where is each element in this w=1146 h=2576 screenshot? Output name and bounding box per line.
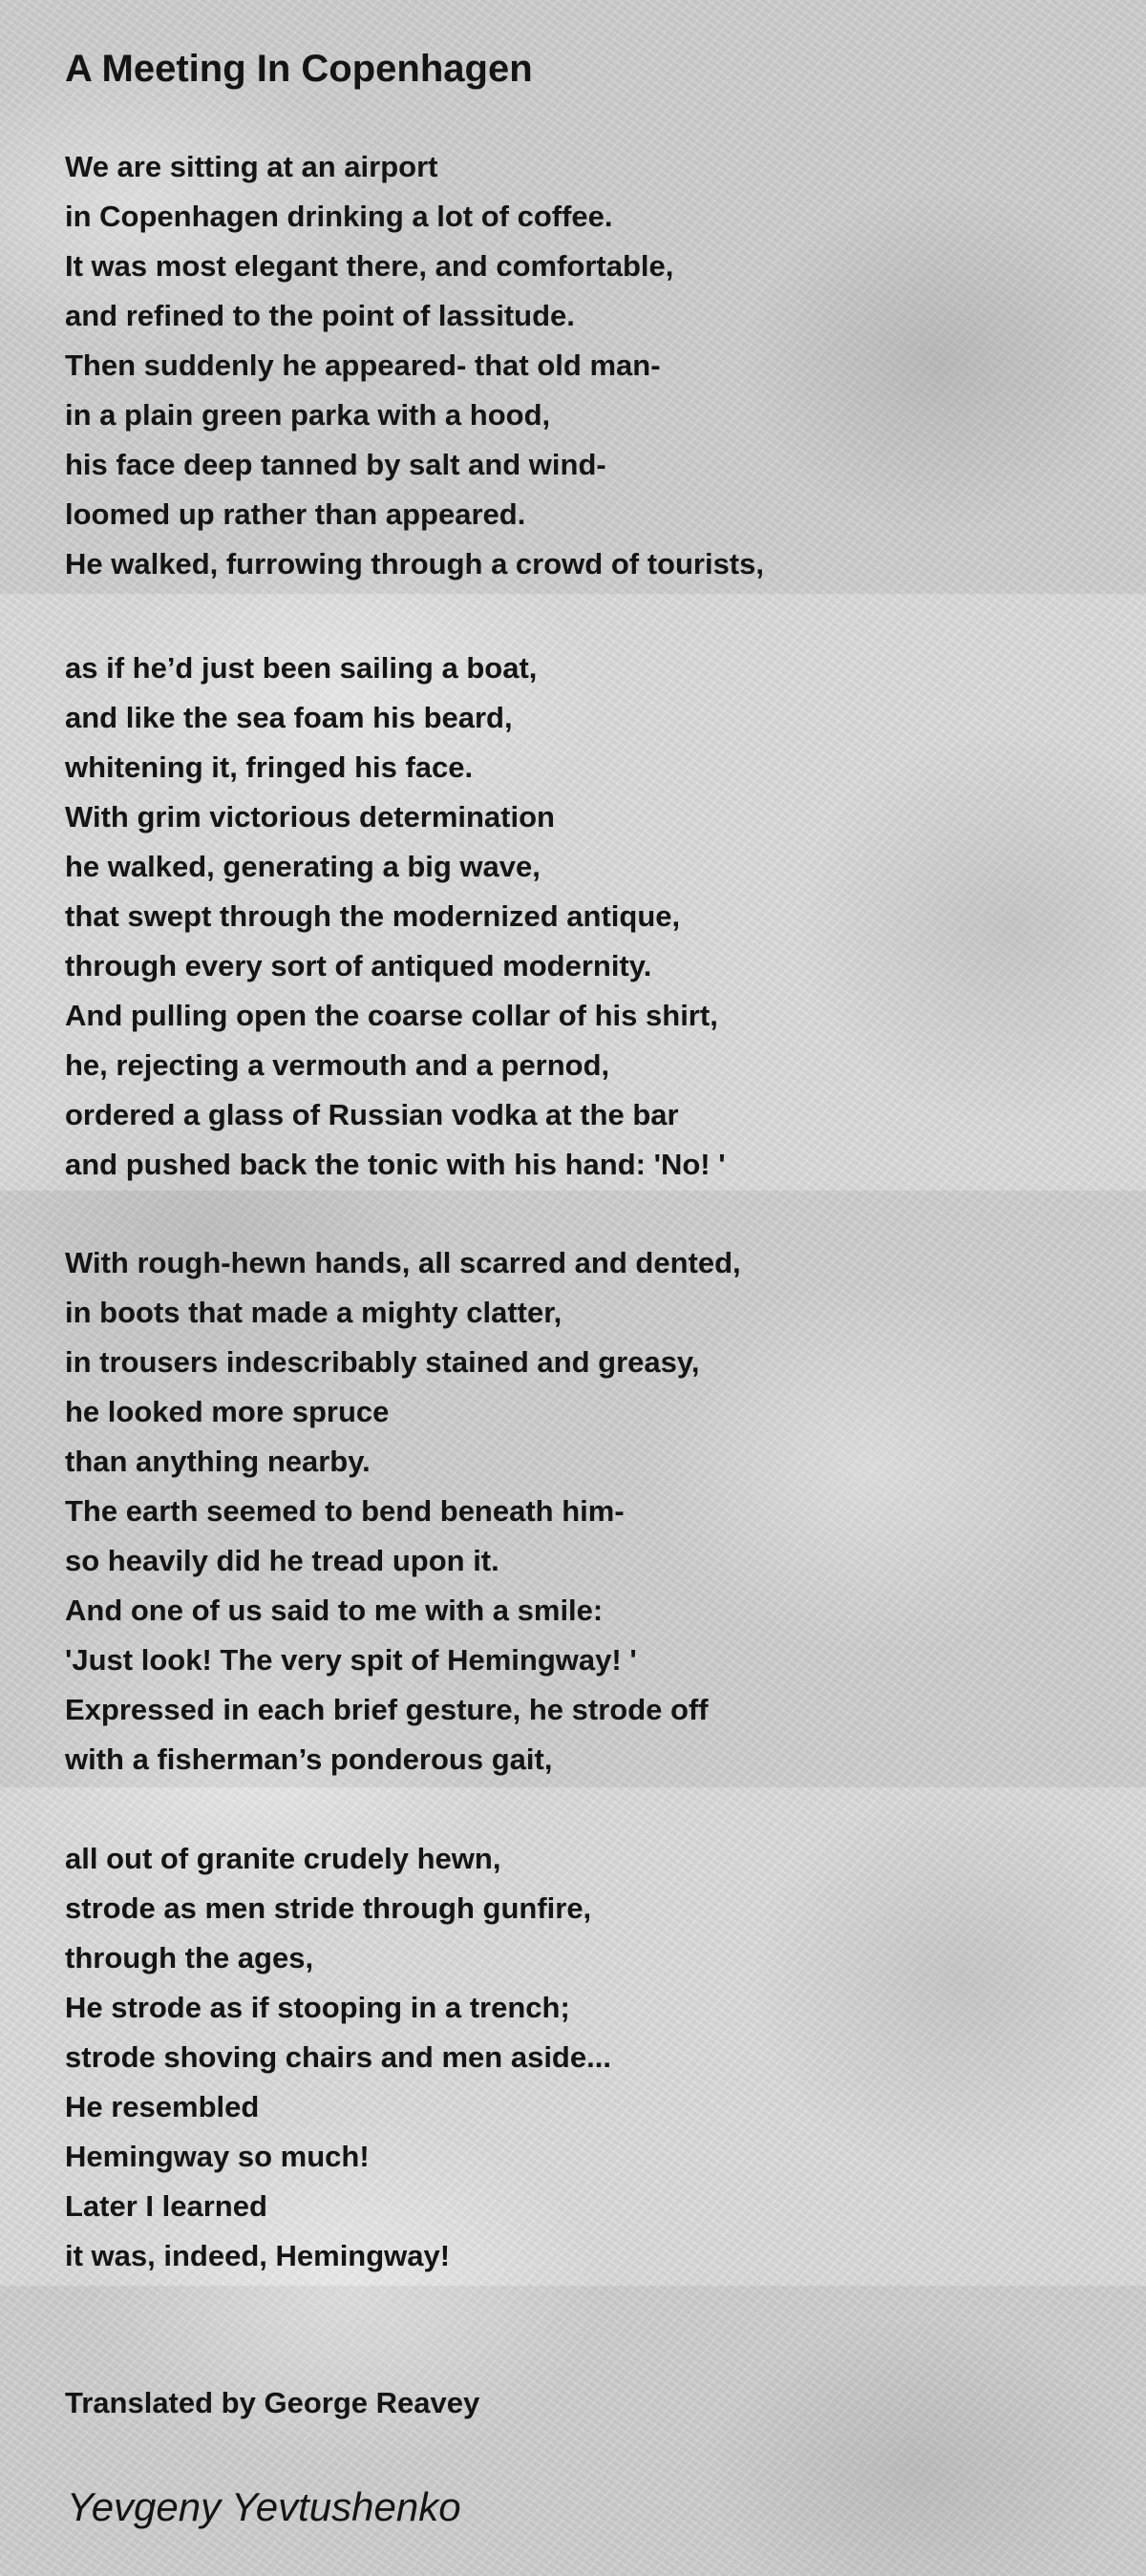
poem-line: than anything nearby. xyxy=(65,1445,371,1478)
poem-line: He resembled xyxy=(65,2090,260,2123)
poem-line: through the ages, xyxy=(65,1941,314,1974)
poem-line: Later I learned xyxy=(65,2189,267,2223)
poem-line: With grim victorious determination xyxy=(65,800,555,834)
author-name: Yevgeny Yevtushenko xyxy=(67,2484,461,2529)
poem-line: in Copenhagen drinking a lot of coffee. xyxy=(65,200,613,233)
poem-line: 'Just look! The very spit of Hemingway! ' xyxy=(65,1643,637,1677)
poem-line: and pushed back the tonic with his hand: 'No! ' xyxy=(65,1148,726,1181)
poem-line: in a plain green parka with a hood, xyxy=(65,398,551,432)
poem-line: The earth seemed to bend beneath him- xyxy=(65,1494,625,1528)
poem-line: as if he’d just been sailing a boat, xyxy=(65,651,538,685)
stanza xyxy=(65,1238,741,1784)
poem-line: all out of granite crudely hewn, xyxy=(65,1842,501,1875)
poem-line: He walked, furrowing through a crowd of tourists, xyxy=(65,547,764,581)
stanza xyxy=(65,142,764,589)
poem-line: It was most elegant there, and comfortable, xyxy=(65,249,674,283)
poem-title: A Meeting In Copenhagen xyxy=(65,48,533,90)
poem-line: and refined to the point of lassitude. xyxy=(65,299,575,332)
poem-line: And pulling open the coarse collar of his shirt, xyxy=(65,999,718,1032)
poem-line: he looked more spruce xyxy=(65,1395,390,1428)
poem-line: We are sitting at an airport xyxy=(65,150,438,183)
stanza xyxy=(65,644,726,1190)
poem-line: strode as men stride through gunfire, xyxy=(65,1891,592,1925)
poem-line: and like the sea foam his beard, xyxy=(65,701,513,734)
poem-line: Hemingway so much! xyxy=(65,2140,370,2173)
poem-line: in boots that made a mighty clatter, xyxy=(65,1296,562,1329)
poem-line: in trousers indescribably stained and greasy, xyxy=(65,1345,700,1379)
poem-line: that swept through the modernized antique, xyxy=(65,899,681,933)
poem-line: ordered a glass of Russian vodka at the bar xyxy=(65,1098,679,1131)
poem-line: And one of us said to me with a smile: xyxy=(65,1594,604,1627)
translator-credit: Translated by George Reavey xyxy=(65,2386,480,2419)
poem-line: with a fisherman’s ponderous gait, xyxy=(65,1742,553,1776)
poem-line: whitening it, fringed his face. xyxy=(65,750,474,784)
poem-line: Expressed in each brief gesture, he strode off xyxy=(65,1693,709,1726)
poem-line: it was, indeed, Hemingway! xyxy=(65,2239,451,2272)
poem-line: his face deep tanned by salt and wind- xyxy=(65,448,606,481)
stanza xyxy=(65,1834,611,2281)
poem-line: Then suddenly he appeared- that old man- xyxy=(65,348,661,382)
poem-line: he, rejecting a vermouth and a pernod, xyxy=(65,1048,610,1082)
poem-line: he walked, generating a big wave, xyxy=(65,850,541,883)
poem-line: He strode as if stooping in a trench; xyxy=(65,1991,570,2024)
poem-line: through every sort of antiqued modernity. xyxy=(65,949,652,982)
poem-line: loomed up rather than appeared. xyxy=(65,497,526,531)
poem-line: strode shoving chairs and men aside... xyxy=(65,2040,611,2074)
poem-line: so heavily did he tread upon it. xyxy=(65,1544,499,1577)
poem-line: With rough-hewn hands, all scarred and dented, xyxy=(65,1246,741,1279)
